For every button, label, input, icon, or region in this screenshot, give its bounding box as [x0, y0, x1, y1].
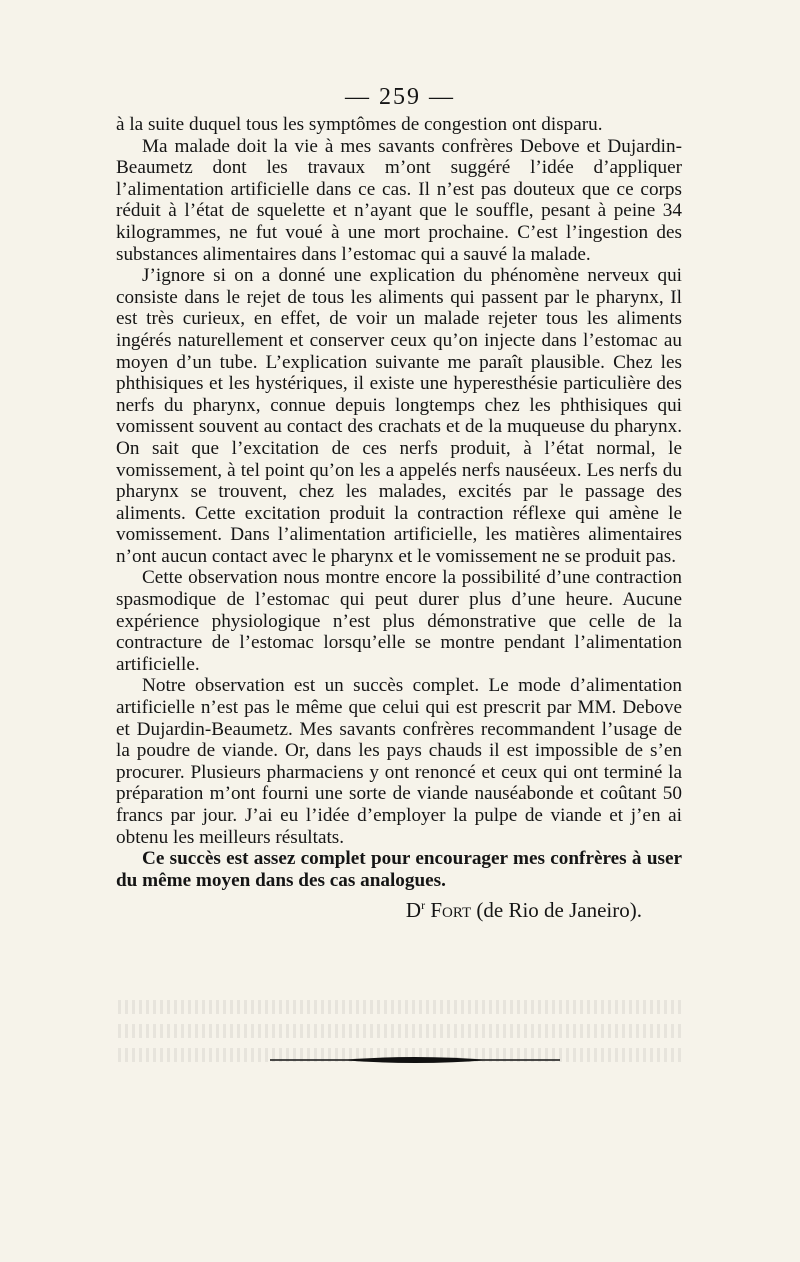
paragraph-1: à la suite duquel tous les symptômes de congestion ont disparu. [116, 114, 603, 135]
bleed-through-text [118, 1000, 682, 1014]
body-text [116, 114, 682, 922]
end-ornament-rule [270, 1056, 560, 1064]
paragraph-6: Ce succès est assez complet pour encourager mes confrères à user du même moyen dans des cas analogues. [116, 848, 682, 891]
signature-place: (de Rio de Janeiro). [476, 898, 642, 923]
paragraph-5: Notre observation est un succès complet. Le mode d’alimentation artificielle n’est pas le même que celui qui est prescrit par MM. Debove et Dujardin-Beaumetz. Mes savants confrères recommandent l’usage de la poudre de viande. Or, dans les pays chauds il est impossible de s’en procurer. Plusieurs pharmaciens y ont renoncé et ceux qui ont terminé la préparation m’ont fourni une sorte de viande nauséabonde et coûtant 50 francs par jour. J’ai eu l’idée d’employer la pulpe de viande et j’en ai obtenu les meilleurs résultats. [116, 675, 682, 848]
signature-title: $D^r$ [405, 898, 426, 923]
bleed-through-text [118, 1024, 682, 1038]
paragraph-3: J’ignore si on a donné une explication du phénomène nerveux qui consiste dans le rejet de tous les aliments qui passent par le pharynx, Il est très curieux, en effet, de voir un malade rejeter tous les aliments ingérés naturellement et conserver ceux qu’on injecte dans l’estomac au moyen d’un tube. L’explication suivante me paraît plausible. Chez les phthisiques et les hystériques, il existe une hyperesthésie particulière des nerfs du pharynx, connue depuis longtemps chez les phthisiques qui vomissent souvent au contact des crachats et de la muqueuse du pharynx. On sait que l’excitation de ces nerfs produit, à l’état normal, le vomissement, à tel point qu’on les a appelés nerfs nauséeux. Les nerfs du pharynx se trouvent, chez les malades, excités par le passage des aliments. Cette excitation produit la contraction réflexe qui amène le vomissement. Dans l’alimentation artificielle, les matières alimentaires n’ont aucun contact avec le pharynx et le vomissement ne se produit pas. [116, 265, 682, 567]
signature-name: Fort [430, 898, 472, 923]
page-number: — 259 — [345, 84, 455, 110]
paragraph-2: Ma malade doit la vie à mes savants confrères Debove et Dujardin-Beaumetz dont les travaux m’ont suggéré l’idée d’appliquer l’alimentation artificielle dans ce cas. Il n’est pas douteux que ce corps réduit à l’état de squelette et n’ayant que le souffle, pesant à peine 34 kilogrammes, ne fut voué à une mort prochaine. C’est l’ingestion des substances alimentaires dans l’estomac qui a sauvé la malade. [116, 135, 682, 265]
paragraph-4: Cette observation nous montre encore la possibilité d’une contraction spasmodique de l’estomac qui peut durer plus d’une heure. Aucune expérience physiologique n’est plus démonstrative que celle de la contracture de l’estomac lorsqu’elle se montre pendant l’alimentation artificielle. [116, 567, 682, 675]
signature [116, 895, 682, 922]
